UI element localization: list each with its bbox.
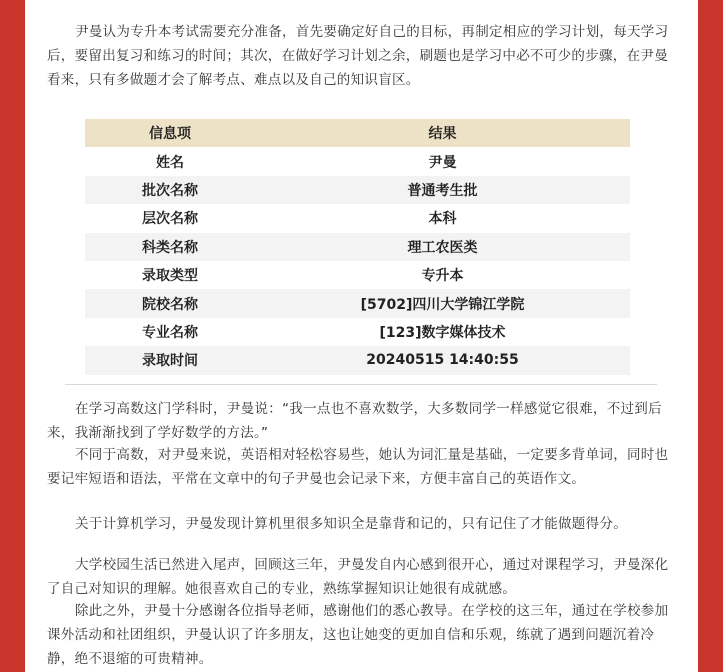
row-key: 专业名称: [142, 324, 198, 341]
table-row: [85, 233, 630, 261]
body-paragraph: 不同于高数，对尹曼来说，英语相对轻松容易些，她认为词汇量是基础，一定要多背单词，同时也要记牢短语和语法，平常在文章中的句子尹曼也会记录下来，方便丰富自己的英语作文。: [47, 447, 669, 487]
row-value: 本科: [428, 211, 457, 228]
table-row: [85, 289, 630, 317]
header-key: 信息项: [85, 119, 255, 147]
row-value: [5702]四川大学锦江学院: [360, 296, 525, 313]
body-paragraph: 除此之外，尹曼十分感谢各位指导老师，感谢他们的悉心教导。在学校的这三年，通过在学校参加课外活动和社团组织，尹曼认识了许多朋友，这也让她变的更加自信和乐观，练就了遇到问题沉着冷静，绝不退缩的可贵精神。: [47, 603, 669, 667]
table-row: [85, 204, 630, 232]
row-value: 理工农医类: [407, 239, 478, 256]
intro-paragraph: 尹曼认为专升本考试需要充分准备，首先要确定好自己的目标，再制定相应的学习计划，每天学习后，要留出复习和练习的时间；其次，在做好学习计划之余，刷题也是学习中必不可少的步骤，在尹曼看来，只有多做题才会了解考点、难点以及自己的知识盲区。: [47, 24, 669, 88]
row-value: 专升本: [421, 268, 464, 285]
table-row: [85, 261, 630, 289]
table-header-row: [85, 119, 630, 147]
row-value: 20240515 14:40:55: [366, 352, 519, 369]
body-paragraph: 在学习高数这门学科时，尹曼说：“我一点也不喜欢数学，大多数同学一样感觉它很难，不过到后来，我渐渐找到了学好数学的方法。”: [47, 401, 662, 441]
row-value: 普通考生批: [407, 182, 478, 199]
table-row: [85, 147, 630, 175]
row-key: 科类名称: [142, 239, 198, 256]
row-key: 姓名: [156, 154, 184, 171]
row-key: 录取时间: [142, 353, 198, 370]
row-key: 院校名称: [142, 296, 198, 313]
section-divider: [65, 384, 657, 385]
header-value: 结果: [255, 119, 630, 147]
article-page: [25, 0, 698, 672]
table-row: [85, 346, 630, 374]
row-key: 层次名称: [142, 211, 198, 228]
row-value: [123]数字媒体技术: [379, 324, 506, 341]
body-paragraph: 大学校园生活已然进入尾声，回顾这三年，尹曼发自内心感到很开心，通过对课程学习，尹曼深化了自己对知识的理解。她很喜欢自己的专业，熟练掌握知识让她很有成就感。: [47, 557, 669, 597]
table-row: [85, 176, 630, 204]
table-row: [85, 318, 630, 346]
body-paragraph: 关于计算机学习，尹曼发现计算机里很多知识全是靠背和记的，只有记住了才能做题得分。: [75, 516, 627, 532]
row-key: 批次名称: [142, 182, 198, 199]
admission-info-table: [85, 119, 630, 375]
row-key: 录取类型: [142, 268, 198, 285]
row-value: 尹曼: [428, 154, 457, 171]
